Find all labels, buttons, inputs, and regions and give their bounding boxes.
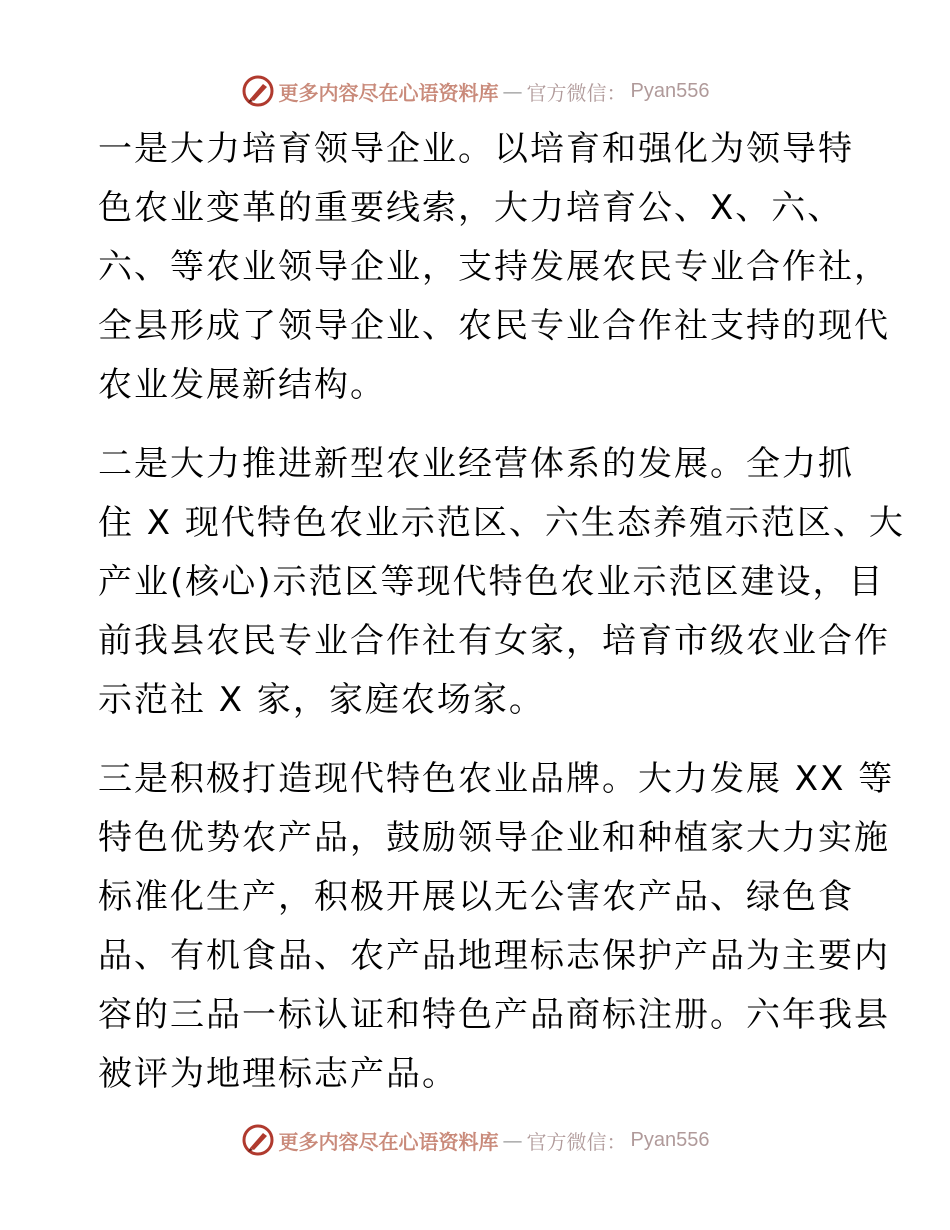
paragraph-line: 全县形成了领导企业、农民专业合作社支持的现代 — [98, 306, 890, 346]
paragraph-line: 被评为地理标志产品。 — [98, 1054, 458, 1094]
pen-logo-icon — [241, 74, 275, 108]
paragraph-line: 标准化生产，积极开展以无公害农产品、绿色食 — [98, 877, 854, 917]
banner-wechat-label: 官方微信： — [526, 80, 627, 105]
header-banner-content — [241, 74, 710, 108]
paragraph-line: 特色优势农产品，鼓励领导企业和种植家大力实施 — [98, 818, 890, 858]
paragraph-line: 色农业变革的重要线索，大力培育公、X、六、 — [98, 188, 844, 228]
paragraph-line: 产业(核心)示范区等现代特色农业示范区建设，目 — [98, 562, 885, 602]
banner-slogan: 更多内容尽在心语资料库 — [278, 1129, 499, 1154]
paragraph-line: 住 X 现代特色农业示范区、六生态养殖示范区、大 — [98, 503, 905, 543]
footer-banner — [0, 1120, 950, 1160]
banner-separator: — — [502, 1128, 523, 1152]
banner-wechat-label: 官方微信： — [526, 1129, 627, 1154]
footer-banner-content — [241, 1123, 710, 1157]
paragraph-line: 示范社 X 家，家庭农场家。 — [98, 680, 545, 720]
paragraph-line: 三是积极打造现代特色农业品牌。大力发展 XX 等 — [98, 759, 895, 799]
banner-wechat-id: Pyan556 — [630, 1128, 710, 1151]
header-banner — [0, 71, 950, 111]
paragraph-line: 一是大力培育领导企业。以培育和强化为领导特 — [98, 129, 854, 169]
paragraph-line: 农业发展新结构。 — [98, 365, 386, 405]
paragraph-line: 容的三品一标认证和特色产品商标注册。六年我县 — [98, 995, 890, 1035]
banner-wechat-id: Pyan556 — [630, 79, 710, 102]
paragraph-line: 品、有机食品、农产品地理标志保护产品为主要内 — [98, 936, 890, 976]
paragraph-line: 二是大力推进新型农业经营体系的发展。全力抓 — [98, 444, 854, 484]
paragraph-2 — [98, 435, 905, 730]
paragraph-1 — [98, 120, 890, 415]
paragraph-3 — [98, 750, 895, 1104]
pen-logo-icon — [241, 1123, 275, 1157]
paragraph-line: 六、等农业领导企业，支持发展农民专业合作社， — [98, 247, 890, 287]
paragraph-line: 前我县农民专业合作社有女家，培育市级农业合作 — [98, 621, 890, 661]
banner-slogan: 更多内容尽在心语资料库 — [278, 80, 499, 105]
banner-separator: — — [502, 79, 523, 103]
document-body — [98, 120, 905, 1124]
